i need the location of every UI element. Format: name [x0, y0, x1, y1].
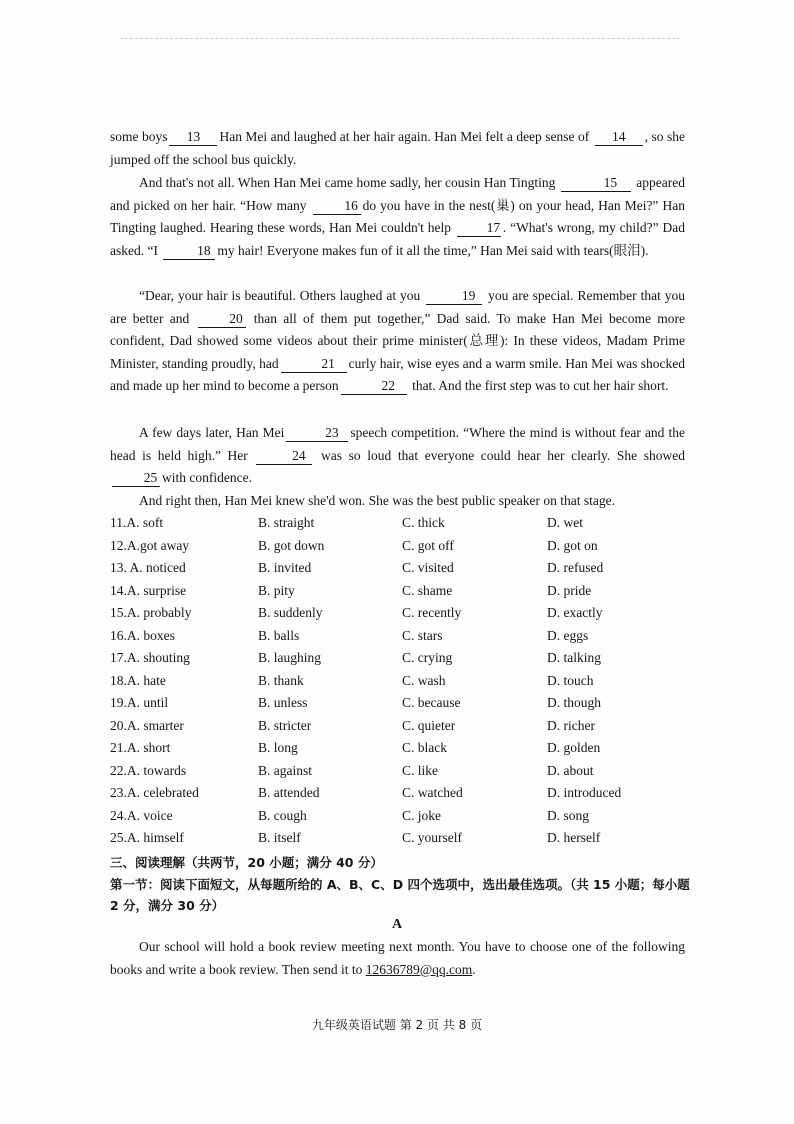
- options-row: 18.A. hate B. thank C. wash D. touch: [110, 672, 594, 688]
- blank-20: 20: [198, 311, 246, 328]
- blank-23: 23: [286, 425, 348, 442]
- blank-21: 21: [281, 356, 347, 373]
- blank-18: 18: [163, 243, 215, 260]
- options-row: 20.A. smarter B. stricter C. quieter D. richer: [110, 717, 595, 733]
- options-row: 25.A. himself B. itself C. yourself D. herself: [110, 830, 601, 845]
- passage-paragraph-2: And that's not all. When Han Mei came home sadly, her cousin Han Tingting 15 appeared and picked on her hair. “How many 16 do you have in the nest(巢) on your head, Han Mei?” Han Tingting laughed. Hearing these words, Han Mei couldn't help 17 . “What's wrong, my child?” Dad asked. “I 18 my hair! Everyone makes fun of it all the time,” Han Mei said with tears(眼泪).: [110, 175, 685, 258]
- options-row: 11.A. soft B. straight C. thick D. wet: [110, 515, 583, 530]
- options-row: 22.A. towards B. against C. like D. about: [110, 762, 594, 778]
- passage-paragraph-5: And right then, Han Mei knew she'd won. She was the best public speaker on that stage.: [139, 493, 615, 508]
- options-list: [110, 512, 690, 850]
- passage-letter: A: [391, 917, 403, 932]
- blank-16: 16: [313, 198, 361, 215]
- options-row: 12.A.got away B. got down C. got off D. got on: [110, 537, 598, 553]
- options-row: 14.A. surprise B. pity C. shame D. pride: [110, 582, 592, 598]
- blank-19: 19: [426, 288, 482, 305]
- reading-intro: Our school will hold a book review meeting next month. You have to choose one of the following books and write a book review. Then send it to 12636789@qq.com.: [110, 939, 685, 977]
- blank-25: 25: [112, 470, 160, 487]
- passage-paragraph-3: “Dear, your hair is beautiful. Others laughed at you 19 you are special. Remember that you are better and 20 than all of them put together,” Dad said. To make Han Mei become more confident, Dad showed some videos about their prime minister(总理): In these videos, Madam Prime Minister, standing proudly, had 21 curly hair, wise eyes and a warm smile. Han Mei was shocked and made up her mind to become a person 22 that. And the first step was to cut her hair short.: [110, 288, 686, 394]
- blank-13: 13: [169, 129, 217, 146]
- options-row: 23.A. celebrated B. attended C. watched D. introduced: [110, 785, 622, 800]
- top-rule: [120, 38, 680, 39]
- email-address: 12636789@qq.com: [365, 961, 473, 977]
- options-row: 13. A. noticed B. invited C. visited D. refused: [110, 560, 604, 575]
- options-row: 24.A. voice B. cough C. joke D. song: [110, 807, 590, 823]
- options-row: 21.A. short B. long C. black D. golden: [110, 740, 601, 755]
- options-row: 15.A. probably B. suddenly C. recently D. exactly: [110, 605, 603, 620]
- section-heading: 三、阅读理解（共两节，20 小题；满分 40 分）: [110, 855, 383, 870]
- blank-14: 14: [595, 129, 643, 146]
- section-instructions: 第一节：阅读下面短文，从每题所给的 A、B、C、D 四个选项中，选出最佳选项。（共 15 小题；每小题 2 分，满分 30 分）: [110, 877, 690, 913]
- blank-15: 15: [561, 175, 631, 192]
- options-row: 17.A. shouting B. laughing C. crying D. talking: [110, 650, 601, 665]
- passage-paragraph-4: A few days later, Han Mei 23 speech competition. “Where the mind is without fear and the head is held high.” Her 24 was so loud that everyone could hear her clearly. She showed 25 with confidence.: [110, 425, 686, 486]
- page-footer: 九年级英语试题 第 2 页 共 8 页: [311, 1018, 483, 1032]
- options-row: 19.A. until B. unless C. because D. though: [110, 695, 601, 710]
- options-row: 16.A. boxes B. balls C. stars D. eggs: [110, 627, 589, 643]
- blank-24: 24: [256, 448, 312, 465]
- blank-22: 22: [341, 378, 407, 395]
- blank-17: 17: [457, 220, 501, 237]
- passage-paragraph-1: some boys 13 Han Mei and laughed at her hair again. Han Mei felt a deep sense of 14 , so she jumped off the school bus quickly.: [110, 129, 686, 167]
